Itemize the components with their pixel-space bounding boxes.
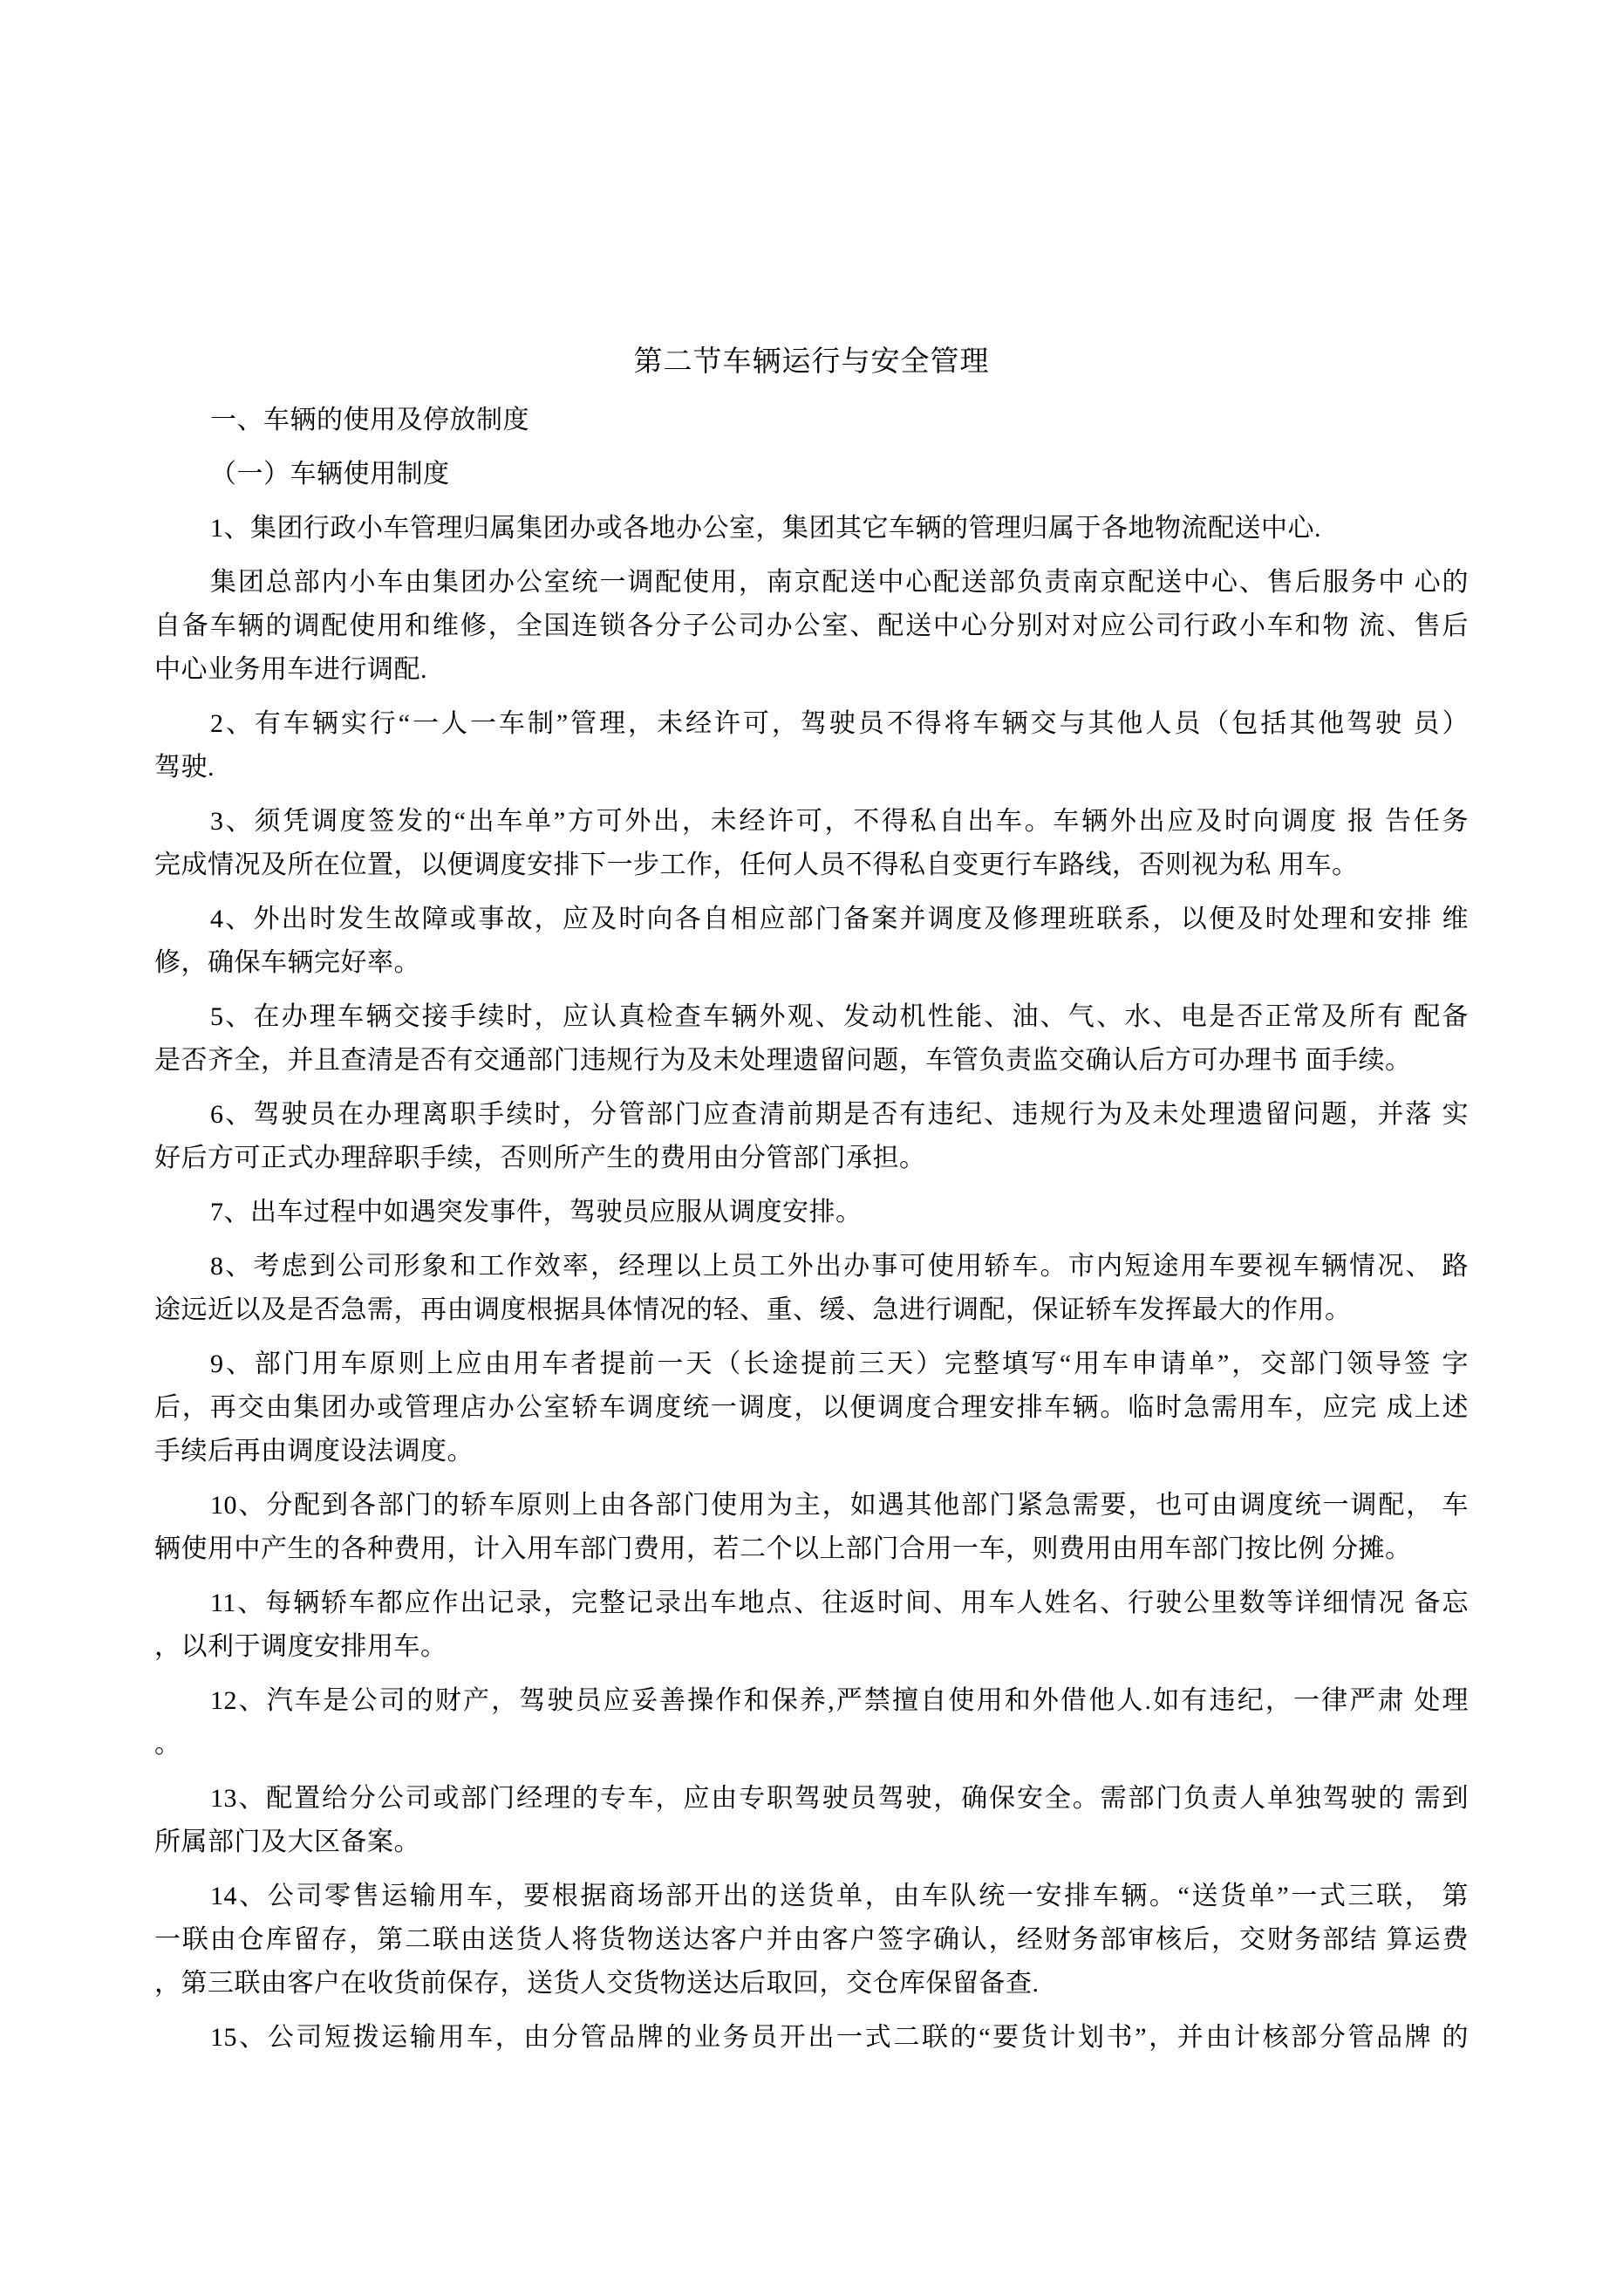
- paragraph: [154, 1093, 1469, 1180]
- text-line: 所属部门及大区备案。: [154, 1828, 420, 1856]
- text-line: 1、集团行政小车管理归属集团办或各地办公室，集团其它车辆的管理归属于各地物流配送中心.: [210, 514, 1321, 543]
- text-line: 完成情况及所在位置，以便调度安排下一步工作，任何人员不得私自变更行车路线，否则视为私 用车。: [154, 851, 1359, 879]
- document-body: [154, 399, 1469, 2060]
- paragraph: [154, 800, 1469, 887]
- text-line: 好后方可正式办理辞职手续，否则所产生的费用由分管部门承担。: [154, 1144, 926, 1172]
- heading2: [154, 453, 1469, 496]
- text-line: 是否齐全，并且查清是否有交通部门违规行为及未处理遗留问题，车管负责监交确认后方可办理书 面手续。: [154, 1046, 1412, 1075]
- document-title: 第二节车辆运行与安全管理: [633, 346, 990, 378]
- paragraph: [154, 1875, 1469, 2006]
- paragraph: [154, 898, 1469, 985]
- text-line: 。: [154, 1730, 181, 1759]
- text-line: 一联由仓库留存，第二联由送货人将货物送达客户并由客户签字确认，经财务部审核后，交财务部结 算运费: [154, 1925, 1469, 1954]
- paragraph: [154, 2016, 1469, 2060]
- paragraph: [154, 1343, 1469, 1473]
- text-line: 手续后再由调度设法调度。: [154, 1437, 474, 1466]
- paragraph: [154, 995, 1469, 1083]
- paragraph: [154, 1245, 1469, 1332]
- document-content: [154, 340, 1469, 2060]
- paragraph: [154, 702, 1469, 789]
- text-line: 11、每辆轿车都应作出记录，完整记录出车地点、往返时间、用车人姓名、行驶公里数等详细情况 备忘: [210, 1589, 1469, 1617]
- text-line: （一）车辆使用制度: [210, 460, 450, 489]
- text-line: 修，确保车辆完好率。: [154, 948, 420, 977]
- text-line: 驾驶.: [154, 753, 215, 782]
- heading1: [154, 399, 1469, 442]
- paragraph: [154, 1679, 1469, 1766]
- text-line: 9、部门用车原则上应由用车者提前一天（长途提前三天）完整填写“用车申请单”，交部门领导签 字: [210, 1350, 1469, 1378]
- text-line: 途远近以及是否急需，再由调度根据具体情况的轻、重、缓、急进行调配，保证轿车发挥最大的作用。: [154, 1295, 1352, 1324]
- text-line: 自备车辆的调配使用和维修，全国连锁各分子公司办公室、配送中心分别对对应公司行政小车和物 流、售后: [154, 612, 1469, 640]
- paragraph: [154, 1191, 1469, 1234]
- text-line: 后，再交由集团办或管理店办公室轿车调度统一调度，以便调度合理安排车辆。临时急需用车，应完 成上述: [154, 1393, 1469, 1422]
- text-line: 辆使用中产生的各种费用，计入用车部门费用，若二个以上部门合用一车，则费用由用车部门按比例 分摊。: [154, 1534, 1412, 1563]
- text-line: 14、公司零售运输用车，要根据商场部开出的送货单，由车队统一安排车辆。“送货单”一式三联， 第: [210, 1882, 1469, 1910]
- paragraph: [154, 1582, 1469, 1669]
- text-line: 3、须凭调度签发的“出车单”方可外出，未经许可，不得私自出车。车辆外出应及时向调度 报 告任务: [210, 807, 1469, 836]
- text-line: 集团总部内小车由集团办公室统一调配使用，南京配送中心配送部负责南京配送中心、售后服务中 心的: [210, 568, 1469, 597]
- text-line: 7、出车过程中如遇突发事件，驾驶员应服从调度安排。: [210, 1198, 863, 1227]
- text-line: ，第三联由客户在收货前保存，送货人交货物送达后取回，交仓库保留备查.: [154, 1969, 1040, 1998]
- text-line: 10、分配到各部门的轿车原则上由各部门使用为主，如遇其他部门紧急需要，也可由调度统一调配， 车: [210, 1491, 1469, 1520]
- text-line: ，以利于调度安排用车。: [154, 1632, 447, 1661]
- text-line: 15、公司短拨运输用车，由分管品牌的业务员开出一式二联的“要货计划书”，并由计核部分管品牌 的: [210, 2023, 1469, 2052]
- text-line: 一、车辆的使用及停放制度: [210, 406, 529, 434]
- text-line: 2、有车辆实行“一人一车制”管理，未经许可，驾驶员不得将车辆交与其他人员（包括其他驾驶 员）: [210, 709, 1469, 738]
- paragraph: [154, 561, 1469, 692]
- text-line: 8、考虑到公司形象和工作效率，经理以上员工外出办事可使用轿车。市内短途用车要视车辆情况、 路: [210, 1252, 1469, 1281]
- text-line: 4、外出时发生故障或事故，应及时向各自相应部门备案并调度及修理班联系，以便及时处理和安排 维: [210, 905, 1469, 933]
- text-line: 5、在办理车辆交接手续时，应认真检查车辆外观、发动机性能、油、气、水、电是否正常及所有 配备: [210, 1002, 1469, 1031]
- text-line: 6、驾驶员在办理离职手续时，分管部门应查清前期是否有违纪、违规行为及未处理遗留问题，并落 实: [210, 1100, 1469, 1129]
- text-line: 12、汽车是公司的财产，驾驶员应妥善操作和保养,严禁擅自使用和外借他人.如有违纪，一律严肃 处理: [210, 1686, 1469, 1715]
- text-line: 13、配置给分公司或部门经理的专车，应由专职驾驶员驾驶，确保安全。需部门负责人单独驾驶的 需到: [210, 1784, 1469, 1813]
- text-line: 中心业务用车进行调配.: [154, 655, 427, 684]
- paragraph: [154, 507, 1469, 550]
- paragraph: [154, 1777, 1469, 1864]
- paragraph: [154, 1484, 1469, 1571]
